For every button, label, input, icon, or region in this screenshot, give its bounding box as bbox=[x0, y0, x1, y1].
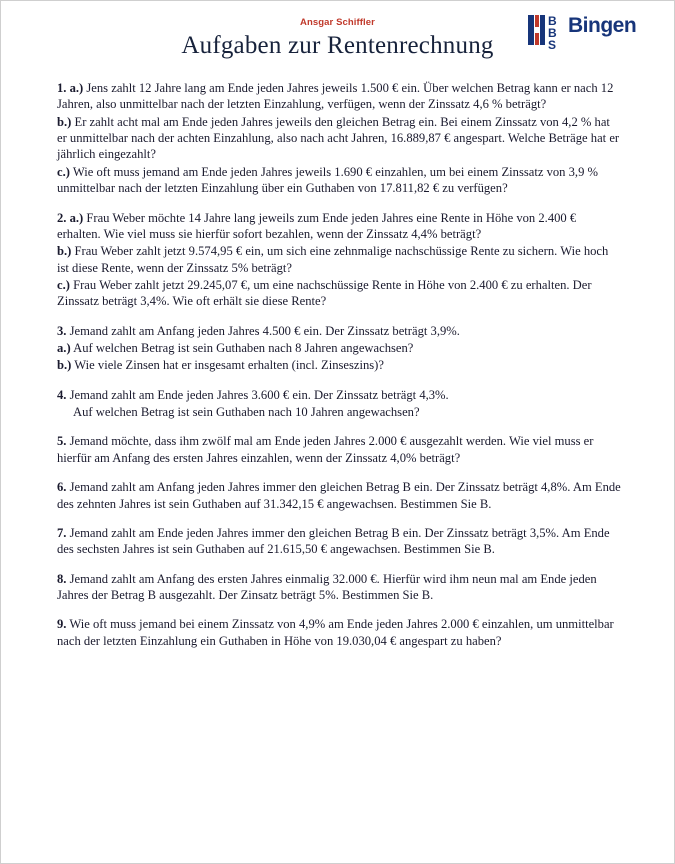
task-6 bbox=[57, 479, 622, 512]
task-9-text-1: Wie oft muss jemand bei einem Zinssatz von 4,9% am Ende jeden Jahres 2.000 € einzahlen, um unmittelbar nach der letzten Einzahlung ein Guthaben in Höhe von 19.030,04 € angespart zu haben? bbox=[57, 617, 614, 648]
task-9-label-1: 9. bbox=[57, 617, 67, 632]
task-3 bbox=[57, 323, 622, 374]
task-5-line-1 bbox=[57, 433, 622, 466]
logo-bbs-letters bbox=[548, 15, 557, 51]
task-8-line-1 bbox=[57, 571, 622, 604]
task-7-text-1: Jemand zahlt am Ende jeden Jahres immer den gleichen Betrag B ein. Der Zinssatz beträgt 3,5%. Am Ende des sechsten Jahres ist sein Guthaben auf 21.615,50 € angewachsen. Bestimmen Sie B. bbox=[57, 525, 610, 557]
task-4-label-1: 4. bbox=[57, 387, 67, 402]
task-6-line-1 bbox=[57, 479, 622, 512]
task-2-text-1: Frau Weber möchte 14 Jahre lang jeweils zum Ende jeden Jahres eine Rente in Höhe von 2.400 € erhalten. Wie viel muss sie hierfür sofort bezahlen, wenn der Zinssatz 4,4% beträgt? bbox=[57, 210, 577, 241]
task-3-line-1 bbox=[57, 323, 622, 339]
task-5 bbox=[57, 433, 622, 466]
author-line: Ansgar Schiffler bbox=[300, 17, 375, 28]
task-8-label-1: 8. bbox=[57, 571, 67, 586]
task-6-label-1: 6. bbox=[57, 480, 67, 495]
task-1 bbox=[57, 80, 622, 197]
task-3-label-2: a.) bbox=[57, 341, 71, 356]
task-3-line-3 bbox=[57, 357, 622, 373]
logo-letter-b2: B bbox=[548, 26, 557, 40]
task-2-line-3 bbox=[57, 277, 622, 310]
logo-wordmark: Bingen bbox=[568, 14, 637, 37]
task-2-line-2 bbox=[57, 243, 622, 276]
task-1-line-1 bbox=[57, 80, 622, 113]
task-1-line-2 bbox=[57, 114, 622, 163]
task-1-text-2: Er zahlt acht mal am Ende jeden Jahres jeweils den gleichen Betrag ein. Bei einem Zinssatz von 4,2 % hat er unmittelbar nach der achten Einzahlung, also nach acht Jahren, 16.889,87 € angespart. Welche Beträge hat er jährlich eingezahlt? bbox=[57, 114, 620, 162]
task-8-text-1: Jemand zahlt am Anfang des ersten Jahres einmalig 32.000 €. Hierfür wird ihm neun mal am Ende jeden Jahres der Betrag B ausgezahlt. Der Zinsatz beträgt 5%. Bestimmen Sie B. bbox=[57, 571, 597, 602]
task-4-text-2: Auf welchen Betrag ist sein Guthaben nach 10 Jahren angewachsen? bbox=[73, 405, 420, 420]
task-2-text-3: Frau Weber zahlt jetzt 29.245,07 €, um eine nachschüssige Rente in Höhe von 2.400 € zu erhalten. Der Zinssatz beträgt 3,4%. Wie oft erhält sie diese Rente? bbox=[57, 277, 592, 309]
page-title: Aufgaben zur Rentenrechnung bbox=[181, 32, 494, 59]
bbs-bingen-logo bbox=[528, 13, 648, 59]
task-6-text-1: Jemand zahlt am Anfang jeden Jahres immer den gleichen Betrag B ein. Der Zinssatz beträgt 4,8%. Am Ende des zehnten Jahres ist sein Guthaben auf 31.342,15 € angewachsen. Bestimmen Sie B. bbox=[57, 480, 621, 511]
task-4-text-1: Jemand zahlt am Ende jeden Jahres 3.600 € ein. Der Zinssatz beträgt 4,3%. bbox=[69, 387, 449, 402]
task-1-text-3: Wie oft muss jemand am Ende jeden Jahres jeweils 1.690 € einzahlen, um bei einem Zinssatz von 3,9 % unmittelbar nach der letzten Einzahlung über ein Guthaben von 17.811,82 € zu verfügen? bbox=[57, 164, 599, 196]
task-5-label-1: 5. bbox=[57, 434, 67, 449]
task-4 bbox=[57, 387, 622, 421]
task-2-label-2: b.) bbox=[57, 244, 72, 259]
task-3-label-1: 3. bbox=[57, 323, 67, 338]
task-1-line-3 bbox=[57, 164, 622, 197]
book-mark-icon bbox=[528, 15, 545, 45]
task-3-text-2: Auf welchen Betrag ist sein Guthaben nach 8 Jahren angewachsen? bbox=[73, 341, 414, 356]
task-2-label-3: c.) bbox=[57, 277, 70, 292]
task-4-line-2 bbox=[57, 404, 622, 420]
task-1-text-1: Jens zahlt 12 Jahre lang am Ende jeden Jahres jeweils 1.500 € ein. Über welchen Betrag kann er nach 12 Jahren, also unmittelbar nach der letzten Einzahlung, verfügen, wenn der Zinssatz 4,6 % beträgt? bbox=[57, 81, 614, 112]
task-3-line-2 bbox=[57, 340, 622, 356]
task-8 bbox=[57, 571, 622, 604]
tasks-list bbox=[27, 80, 648, 649]
task-1-label-2: b.) bbox=[57, 114, 72, 129]
task-7 bbox=[57, 525, 622, 558]
task-3-text-3: Wie viele Zinsen hat er insgesamt erhalten (incl. Zinseszins)? bbox=[74, 358, 384, 373]
task-2-line-1 bbox=[57, 210, 622, 243]
task-3-text-1: Jemand zahlt am Anfang jeden Jahres 4.500 € ein. Der Zinssatz beträgt 3,9%. bbox=[69, 323, 460, 338]
task-4-line-1 bbox=[57, 387, 622, 403]
task-7-line-1 bbox=[57, 525, 622, 558]
task-7-label-1: 7. bbox=[57, 525, 67, 540]
task-2-text-2: Frau Weber zahlt jetzt 9.574,95 € ein, um sich eine zehnmalige nachschüssige Rente zu sichern. Wie hoch ist diese Rente, wenn der Zinssatz 5% beträgt? bbox=[57, 244, 609, 275]
task-1-label-3: c.) bbox=[57, 164, 70, 179]
task-2-label-1: 2. a.) bbox=[57, 210, 84, 225]
task-9 bbox=[57, 616, 622, 649]
task-9-line-1 bbox=[57, 616, 622, 649]
task-2 bbox=[57, 210, 622, 310]
task-1-label-1: 1. a.) bbox=[57, 81, 84, 95]
logo-letter-b1: B bbox=[548, 14, 557, 28]
task-5-text-1: Jemand möchte, dass ihm zwölf mal am Ende jeden Jahres 2.000 € ausgezahlt werden. Wie viel muss er hierfür am Anfang des ersten Jahres einzahlen, wenn der Zinssatz 4,0% beträgt? bbox=[57, 434, 594, 465]
task-3-label-3: b.) bbox=[57, 358, 72, 373]
logo-letter-s: S bbox=[548, 38, 557, 52]
